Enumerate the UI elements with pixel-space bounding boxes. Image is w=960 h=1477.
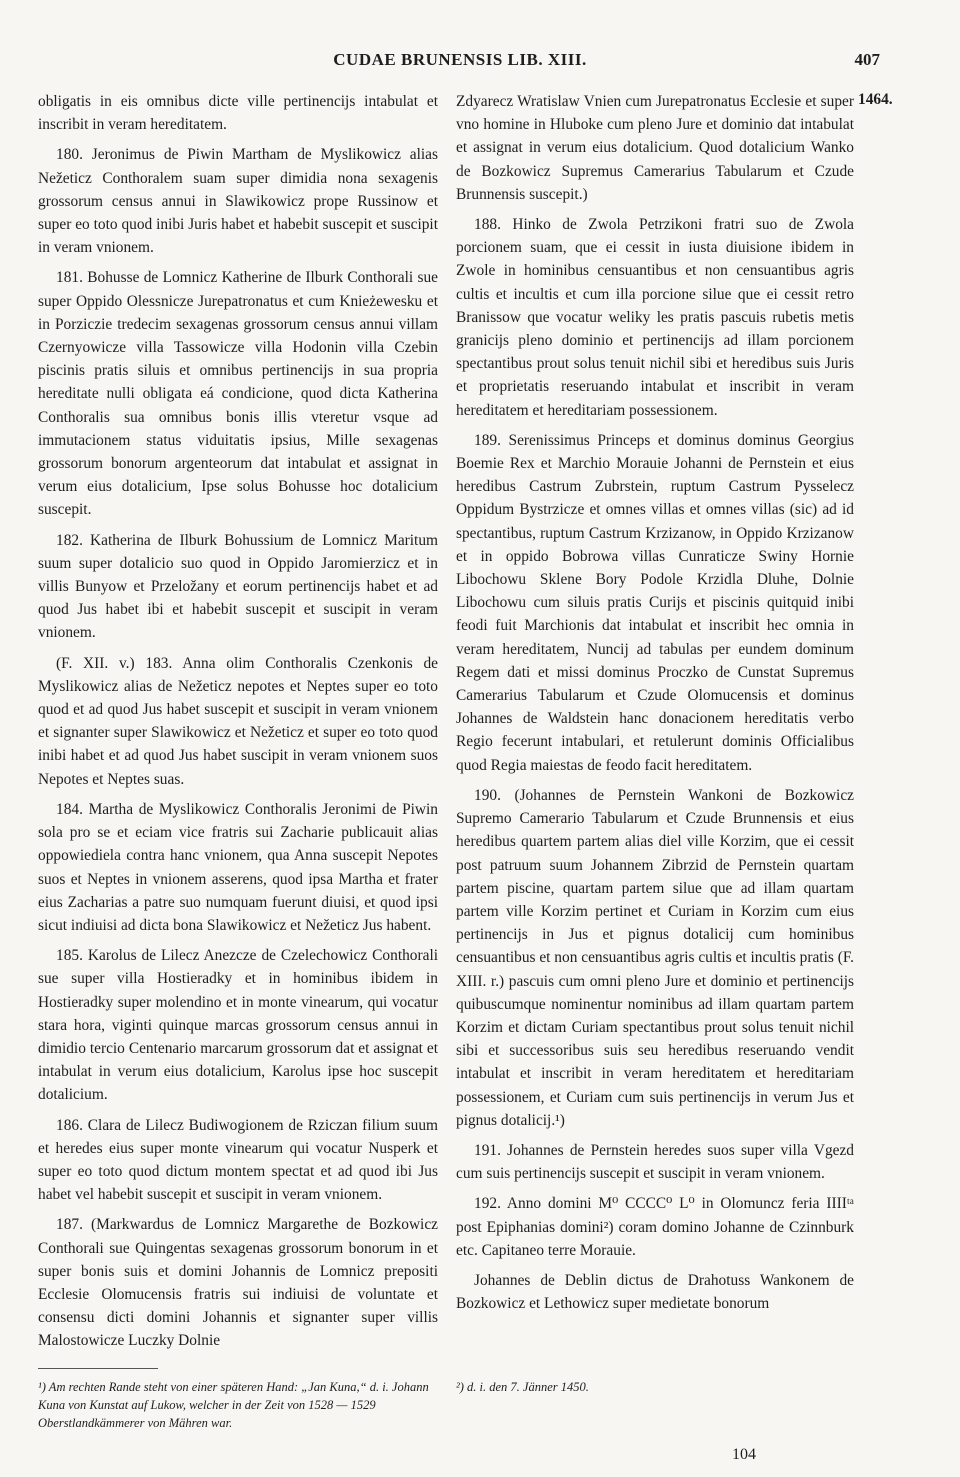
footnote-1: ¹) Am rechten Rande steht von einer späteren Hand: „Jan Kuna,“ d. i. Johann Kuna von Kunstat auf Lukow, welcher in der Zeit von 1528 — 1529 Oberstlandkämmerer von Mähren war. (38, 1380, 429, 1430)
paragraph-185: 185. Karolus de Lilecz Anezcze de Czelechowicz Conthorali sue super villa Hostieradky et in hominibus ibidem in Hostieradky super molendino et in monte vinearum, qui vocatur stara hora, viginti quinque marcas grossorum census annui in dimidio tercio Centenario marcarum grossorum dat et assignat et intabulat in verum eius dotalicium, Karolus ipse hoc suscepit dotalicium. (38, 947, 438, 1104)
paragraph-182: 182. Katherina de Ilburk Bohussium de Lomnicz Maritum suum super dotalicio suo quod in Oppido Jaromierzicz et in villis Bunyow et Przeložany et eorum pertinencijs habet et ad quod Jus habet ibi et habebit suscepit et suscipit in veram vnionem. (38, 531, 438, 642)
paragraph-188: 188. Hinko de Zwola Petrzikoni fratri suo de Zwola porcionem suam, que ei cessit in iusta diuisione ibidem in Zwole in hominibus censuantibus et non censuantibus agris cultis et incultis et cum illa porcione silue que ei cessit retro Branissow que vocatur weliky les pratis pascuis rubetis metis granicijs pleno dominio et pertinencijs ad illam porcionem spectantibus prout solus tenuit nichil sibi et heredibus suis Juris et proprietatis reseruando intabulat et inscribit in veram hereditatem et hereditariam possessionem. (456, 216, 854, 419)
paragraph-192-body: Johannes de Deblin dictus de Drahotuss Wankonem de Bozkowicz et Lethowicz super medietate bonorum (456, 1271, 854, 1313)
signature-mark: 104 (732, 1446, 756, 1463)
paragraph-180: 180. Jeronimus de Piwin Martham de Myslikowicz alias Nežeticz Conthoralem suam super dimidia nona sexagenis grossorum census annui in Slawikowicz prope Russinow et super eo toto quod inibi Juris habet et habebit suscepit et suscipit in veram vnionem. (38, 146, 438, 257)
right-column (456, 90, 854, 1315)
paragraph-187: 187. (Markwardus de Lomnicz Margarethe de Bozkowicz Conthorali sue Quingentas sexagenas grossorum bonorum in et super bonis suis et domini Johannis de Lomnicz prepositi Ecclesie Olomucensis fratris sui indiuisi de voluntate et consensu dicti domini Johannis et signanter super villis Malostowicze Luczky Dolnie (38, 1216, 438, 1350)
paragraph-187-continued: Zdyarecz Wratislaw Vnien cum Jurepatronatus Ecclesie et super vno homine in Hluboke cum pleno Jure et dominio dat intabulat et assignat in verum eius dotalicium. Quod dotalicium Wanko de Bozkowicz Supremus Camerarius Tabularum et Czude Brunnensis suscepit.) (456, 93, 854, 203)
left-column (38, 90, 438, 1353)
paragraph: obligatis in eis omnibus dicte ville pertinencijs intabulat et inscribit in veram hereditatem. (38, 93, 438, 134)
page-number: 407 (854, 50, 880, 69)
running-head: CUDAE BRUNENSIS LIB. XIII. (333, 50, 587, 69)
paragraph-184: 184. Martha de Myslikowicz Conthoralis Jeronimi de Piwin sola pro se et eciam vice fratris sui Zacharie publicauit alias oppowiediela contra hanc vnionem, qua Anna suscepit Nepotes suos et Neptes in vnionem asserens, quod ipsa Martha et frater eius Zacharias a patre suo numquam fuerunt diuisi, et quod ipsi sicut indiuisi ad dicta bona Slawikowicz et Nežeticz Jus habent. (38, 800, 438, 934)
footnote-rule (38, 1368, 158, 1369)
page-header (40, 50, 880, 78)
paragraph-181: 181. Bohusse de Lomnicz Katherine de Ilburk Conthorali sue super Oppido Olessnicze Jurepatronatus et cum Knieżewesku et in Porziczie tredecim sexagenas grossorum census annui villam Czernyowicze villa Tassowicze villa Hodonin villa Czebin piscinis pratis siluis et omnibus pertinencijs in sua propria hereditate nulli obligata eá condicione, quod dicta Katherina Conthoralis sua omnibus bonis illis vteretur vsque ad immutacionem status viduitatis ipsius, Mille sexagenas grossorum bonorum argenteorum dat intabulat et assignat in verum eius dotalicium, Ipse solus Bohusse hoc dotalicium suscepit. (38, 269, 438, 519)
paragraph-183: (F. XII. v.) 183. Anna olim Conthoralis Czenkonis de Myslikowicz alias de Nežeticz nepotes et Neptes super eo toto quod et ad quod Jus habet suscepit et suscipit in veram vnionem et signanter super Slawikowicz et Nežeticz et super eo toto quod inibi habet et ad quod Jus habet suscipit in veram vnionem suos Nepotes et Neptes suas. (38, 654, 438, 788)
footnote-2: ²) d. i. den 7. Jänner 1450. (456, 1380, 589, 1394)
paragraph-192: 192. Anno domini M⁰ CCCC⁰ L⁰ in Olomuncz feria IIIIᵗᵃ post Epiphanias domini²) coram domino Johanne de Czinnburk etc. Capitaneo terre Morauie. (456, 1195, 854, 1259)
paragraph-186: 186. Clara de Lilecz Budiwogionem de Rziczan filium suum et heredes eius super monte vinearum qui vocatur Nusperk et super eo toto quod dictum montem spectat et ad quod ibi Jus habet vel habebit suscepit et suscipit in veram vnionem. (38, 1116, 438, 1204)
margin-year-note: 1464. (858, 91, 893, 108)
paragraph-189: 189. Serenissimus Princeps et dominus dominus Georgius Boemie Rex et Marchio Morauie Johanni de Pernstein et eius heredibus Castrum Zubrstein, ruptum Castrum Pysselecz Oppidum Bystrzicze et omnes villas et omnes villas (sic) ad id spectantibus, ruptum Castrum Krzizanow, in Oppido Krzizanow et in oppido Bobrowa villas Cunraticze Swiny Hornie Libochowu Sklene Bory Podole Krzidla Dluhe, Dolnie Libochowu cum siluis pratis Curijs et piscinis quitquid inibi feodi fuit Marchionis dat intabulat et inscribit hec omnia in veram hereditatem, Nuncij ad tabulas per eundem dominum Regem dati et missi dominus Proczko de Cunstat Supremus Camerarius Tabularum et Czude Olomucensis et dominus Johannes de Waldstein hanc donacionem hereditatis verbo Regio fecerunt intabulari, et retulerunt dominis Officialibus quod Regia maiestas de feodo facit hereditatem. (456, 431, 854, 774)
paragraph-191: 191. Johannes de Pernstein heredes suos super villa Vgezd cum suis pertinencijs suscepit et suscipit in veram vnionem. (456, 1141, 854, 1183)
paragraph-190: 190. (Johannes de Pernstein Wankoni de Bozkowicz Supremo Camerario Tabularum et Czude Brunnensis et eius heredibus quartem partem alias diel ville Korzim, que ei cessit post patruum suum Johannem Zibrzid de Pernstein quartam partem piscine, quartam partem silue que ad illam quartam partem ville Korzim pertinet et Curiam in Korzim cum eius pertinencijs in Jus et pignus dotalicij cum hominibus censuantibus et non censuantibus agris cultis et incultis pratis (F. XIII. r.) pascuis cum omni pleno Jure et dominio et pertinencijs quibuscumque nominentur nominibus ad illam quartam partem Korzim et dictam Curiam spectantibus prout solus tenuit nichil sibi et successoribus suis seu heredibus reseruando vendit intabulat et inscribit in veram hereditatem et hereditariam possessionem, et Curiam cum suis pertinencijs in verum Jus et pignus dotalicij.¹) (456, 786, 854, 1129)
